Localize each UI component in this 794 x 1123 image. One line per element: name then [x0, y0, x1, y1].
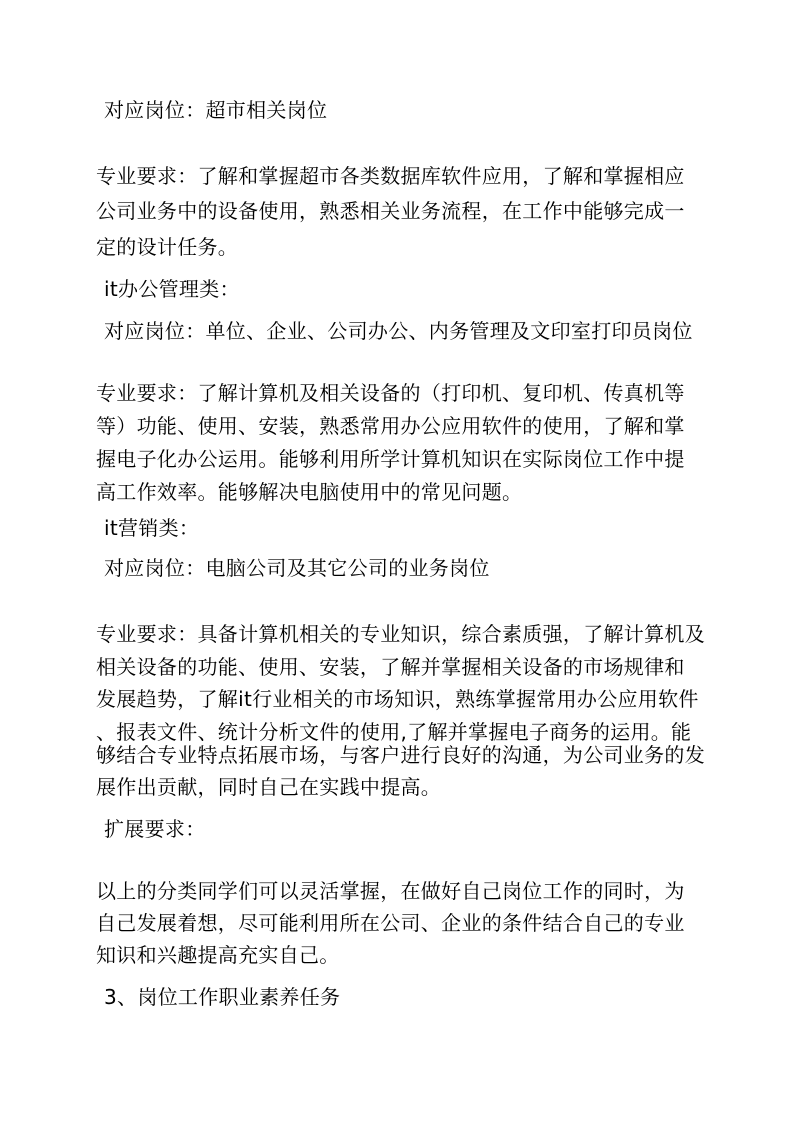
paragraph-line: 等）功能、使用、安装，熟悉常用办公应用软件的使用，了解和掌 — [96, 414, 685, 438]
paragraph-line: 握电子化办公运用。能够利用所学计算机知识在实际岗位工作中提 — [96, 447, 685, 471]
paragraph-line: 高工作效率。能够解决电脑使用中的常见问题。 — [96, 480, 523, 504]
paragraph-line: 以上的分类同学们可以灵活掌握，在做好自己岗位工作的同时，为 — [96, 879, 685, 903]
position-line-supermarket: 对应岗位：超市相关岗位 — [104, 98, 328, 122]
paragraph-line: 发展趋势，了解it行业相关的市场知识，熟练掌握常用办公应用软件 — [96, 687, 699, 711]
paragraph-line: 够结合专业特点拓展市场，与客户进行良好的沟通，为公司业务的发 — [96, 743, 705, 767]
section-heading-3: 3、岗位工作职业素养任务 — [104, 985, 341, 1009]
position-line-office: 对应岗位：单位、企业、公司办公、内务管理及文印室打印员岗位 — [104, 319, 693, 343]
paragraph-line: 相关设备的功能、使用、安装，了解并掌握相关设备的市场规律和 — [96, 655, 685, 679]
paragraph-line: 、报表文件、统计分析文件的使用,了解并掌握电子商务的运用。能 — [96, 720, 692, 744]
section-heading-it-marketing: it营销类： — [104, 516, 200, 540]
position-line-computer-company: 对应岗位：电脑公司及其它公司的业务岗位 — [104, 556, 490, 580]
paragraph-line: 公司业务中的设备使用，熟悉相关业务流程，在工作中能够完成一 — [96, 199, 685, 223]
paragraph-line: 展作出贡献，同时自己在实践中提高。 — [96, 775, 442, 799]
section-heading-extension: 扩展要求： — [104, 817, 206, 841]
paragraph-line: 定的设计任务。 — [96, 235, 239, 259]
requirement-line: 专业要求：具备计算机相关的专业知识，综合素质强，了解计算机及 — [96, 622, 705, 646]
section-heading-it-office: it办公管理类： — [104, 277, 240, 301]
paragraph-line: 自己发展着想，尽可能利用所在公司、企业的条件结合自己的专业 — [96, 911, 685, 935]
paragraph-line: 知识和兴趣提高充实自己。 — [96, 943, 340, 967]
requirement-line: 专业要求：了解计算机及相关设备的（打印机、复印机、传真机等 — [96, 381, 685, 405]
requirement-line: 专业要求：了解和掌握超市各类数据库软件应用，了解和掌握相应 — [96, 164, 685, 188]
